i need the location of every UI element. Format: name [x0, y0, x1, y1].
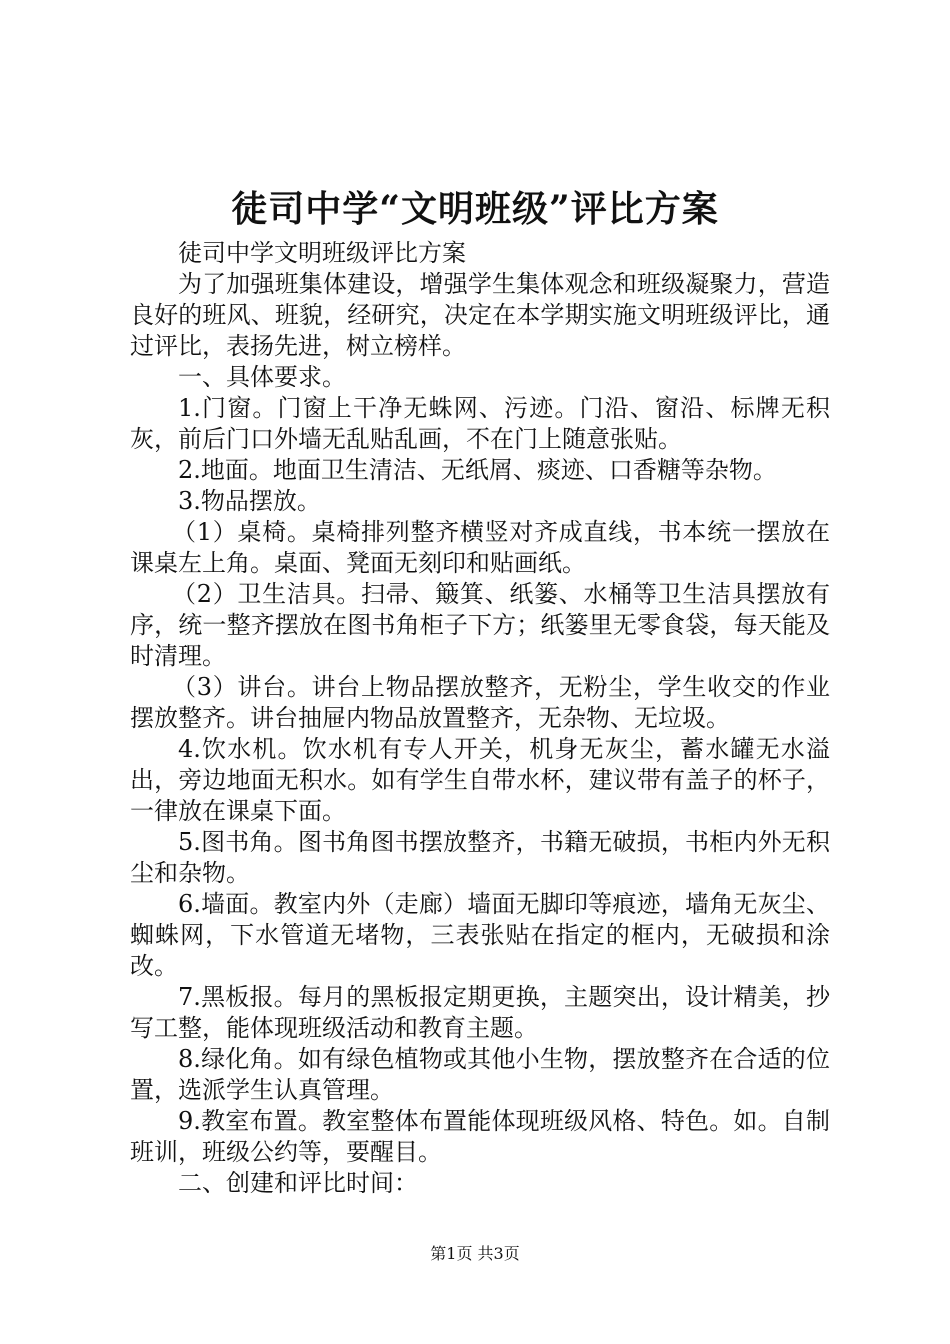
document-title: 徒司中学“文明班级”评比方案 [231, 188, 719, 230]
paragraph-item-blackboard: 7.黑板报。每月的黑板报定期更换，主题突出，设计精美，抄写工整，能体现班级活动和教育主题。 [130, 983, 830, 1042]
paragraph-item-green-corner: 8.绿化角。如有绿色植物或其他小生物，摆放整齐在合适的位置，选派学生认真管理。 [130, 1045, 830, 1104]
document-body [130, 238, 830, 1199]
paragraph-item-floor: 2.地面。地面卫生清洁、无纸屑、痰迹、口香糖等杂物。 [178, 456, 777, 484]
paragraph-item-placement: 3.物品摆放。 [178, 487, 321, 515]
paragraph-subitem-podium: （3）讲台。讲台上物品摆放整齐，无粉尘，学生收交的作业摆放整齐。讲台抽屉内物品放置整齐，无杂物、无垃圾。 [130, 673, 830, 732]
paragraph-item-walls: 6.墙面。教室内外（走廊）墙面无脚印等痕迹，墙角无灰尘、蜘蛛网，下水管道无堵物，三表张贴在指定的框内，无破损和涂改。 [130, 890, 830, 980]
paragraph-intro: 为了加强班集体建设，增强学生集体观念和班级凝聚力，营造良好的班风、班貌，经研究，决定在本学期实施文明班级评比，通过评比，表扬先进，树立榜样。 [130, 270, 830, 360]
paragraph-item-water-dispenser: 4.饮水机。饮水机有专人开关，机身无灰尘，蓄水罐无水溢出，旁边地面无积水。如有学生自带水杯，建议带有盖子的杯子，一律放在课桌下面。 [130, 735, 830, 825]
paragraph-subitem-desks: （1）桌椅。桌椅排列整齐横竖对齐成直线，书本统一摆放在课桌左上角。桌面、凳面无刻印和贴画纸。 [130, 518, 830, 577]
paragraph-subtitle: 徒司中学文明班级评比方案 [178, 239, 466, 267]
paragraph-item-book-corner: 5.图书角。图书角图书摆放整齐，书籍无破损，书柜内外无积尘和杂物。 [130, 828, 830, 887]
paragraph-item-doors-windows: 1.门窗。门窗上干净无蛛网、污迹。门沿、窗沿、标牌无积灰，前后门口外墙无乱贴乱画，不在门上随意张贴。 [130, 394, 830, 453]
paragraph-item-classroom-layout: 9.教室布置。教室整体布置能体现班级风格、特色。如。自制班训，班级公约等，要醒目。 [130, 1107, 830, 1166]
section-heading-requirements: 一、具体要求。 [178, 363, 346, 391]
section-heading-schedule: 二、创建和评比时间： [178, 1169, 418, 1197]
paragraph-subitem-cleaning-tools: （2）卫生洁具。扫帚、簸箕、纸篓、水桶等卫生洁具摆放有序，统一整齐摆放在图书角柜子下方；纸篓里无零食袋，每天能及时清理。 [130, 580, 830, 670]
page-number-footer: 第1页 共3页 [430, 1244, 520, 1263]
